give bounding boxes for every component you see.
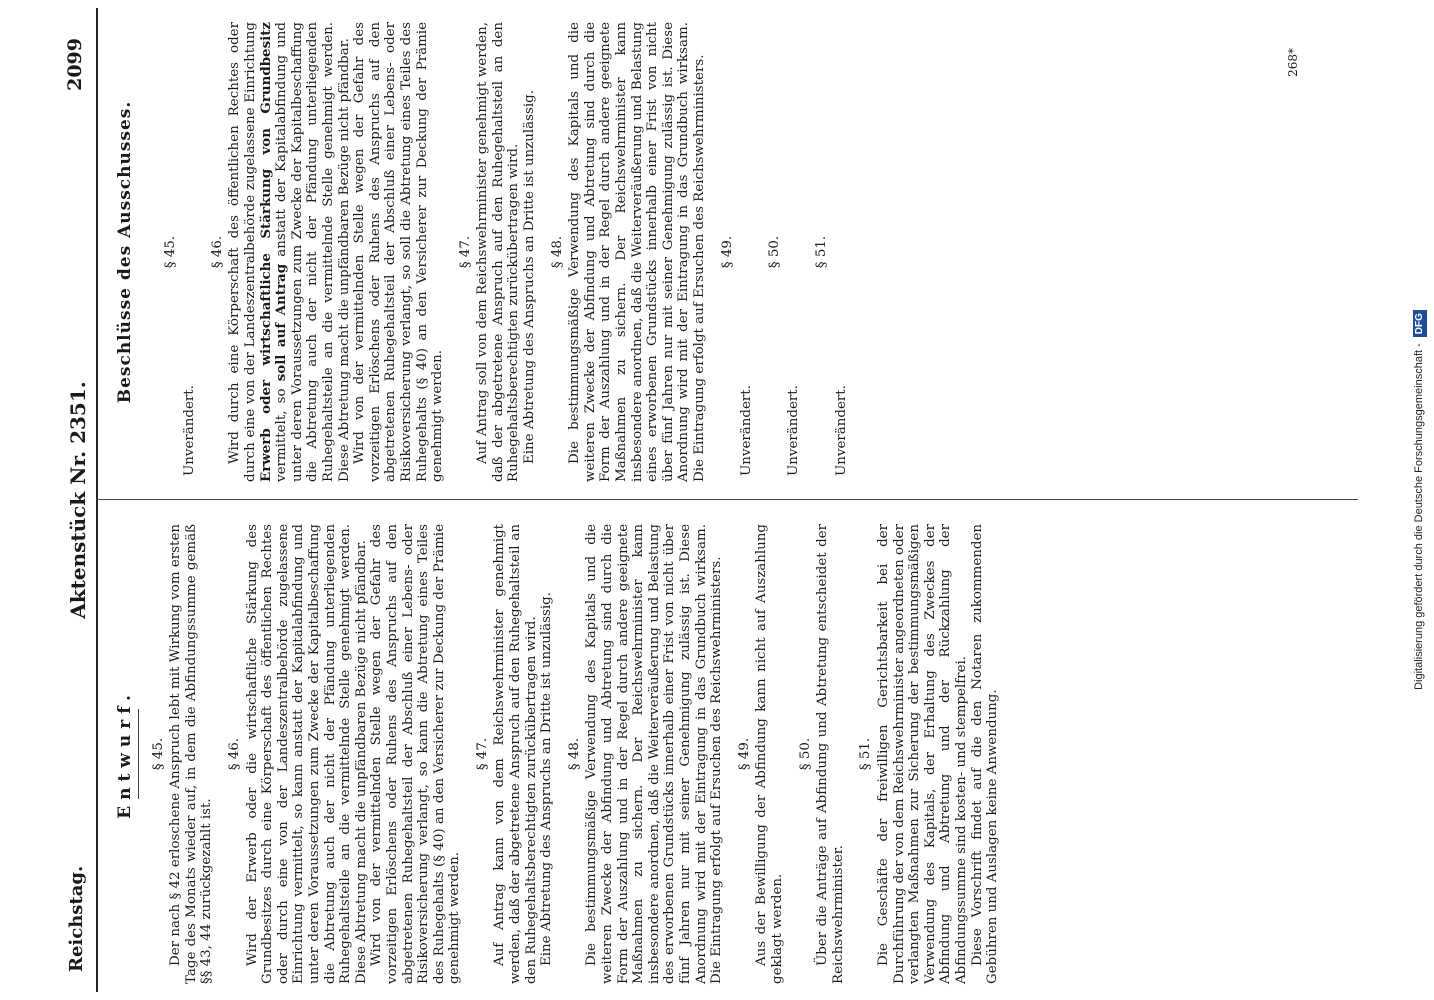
section-text: Wird von der vermittelnden Stelle wegen der Gefahr des vorzeitigen Erlöschens oder Ruhens des Anspruchs auf den abgetretenen Ruhegehaltsteil der Abschluß einer Lebens- oder Risikoversicherung verlangt, so kann die Abtretung eines Teiles des Ruhegehalts (§ 40) an den Versicherer zur Deckung der Prämie genehmigt werden. bbox=[369, 524, 463, 984]
signature-mark: 268* bbox=[1286, 48, 1300, 77]
section-text: Unverändert. bbox=[182, 385, 198, 476]
section-text: Wird von der vermittelnden Stelle wegen der Gefahr des vorzeitigen Erlöschens oder Ruhens des Anspruchs auf den abgetretenen Ruhegehaltsteil der Abschluß einer Lebens- oder Risikoversicherung verlangt, so soll die Abtretung eines Teiles des Ruhegehalts (§ 40) an den Versicherer zur Deckung der Prämie genehmigt werden. bbox=[352, 22, 446, 482]
left-column-title: Entwurf. bbox=[115, 689, 135, 819]
section-text: Über die Anträge auf Abfindung und Abtretung entscheidet der Reichswehrminister. bbox=[815, 524, 846, 984]
dfg-logo: DFG bbox=[1413, 310, 1427, 337]
section-heading: § 49. bbox=[736, 737, 752, 771]
section-text: Diese Vorschrift findet auf die den Notaren zukommenden Gebühren und Auslagen keine Anwendung. bbox=[969, 524, 1001, 984]
section-text: Unverändert. bbox=[786, 385, 802, 476]
section-heading: § 45. bbox=[162, 235, 178, 269]
section-text: Eine Abtretung des Anspruchs an Dritte ist unzulässig. bbox=[539, 592, 555, 966]
section-heading: § 49. bbox=[719, 235, 735, 269]
section-heading: § 46. bbox=[226, 737, 242, 771]
bold-emphasis: soll auf Antrag bbox=[273, 263, 290, 382]
section-text: Unverändert. bbox=[739, 385, 755, 476]
header-title: Aktenstück Nr. 2351. bbox=[66, 381, 90, 619]
header-left: Reichstag. bbox=[66, 865, 87, 972]
section-heading: § 50. bbox=[766, 235, 782, 269]
section-heading: § 51. bbox=[858, 737, 874, 771]
section-heading: § 50. bbox=[797, 737, 813, 771]
section-text: Auf Antrag soll von dem Reichswehrminister genehmigt werden, daß der abgetretene Anspruch auf den Ruhegehaltsteil an den Ruhegehaltsberechtigten zurückübertragen wird. bbox=[475, 22, 522, 482]
section-text: Die Geschäfte der freiwilligen Gerichtsbarkeit bei der Durchführung der von dem Reichswehrminister angeordneten oder verlangten Maßnahmen zur Sicherung der bestimmungsmäßigen Verwendung des Kapitals, der Erhaltung des Zweckes der Abfindung und Abtretung und der Rückzahlung der Abfindungssumme sind kosten- und stempelfrei. bbox=[875, 524, 969, 984]
left-column bbox=[106, 524, 1001, 984]
digitization-label: Digitalisierung gefördert durch die Deutsche Forschungsgemeinschaft - bbox=[1413, 343, 1425, 690]
digitization-note bbox=[1408, 10, 1430, 990]
section-text bbox=[227, 22, 352, 482]
section-heading: § 47. bbox=[474, 737, 490, 771]
digitization-text bbox=[1408, 10, 1430, 990]
section-heading: § 51. bbox=[813, 235, 829, 269]
document-page bbox=[58, 8, 1368, 992]
section-text: Die bestimmungsmäßige Verwendung des Kapitals und die weiteren Zwecke der Abfindung und Abtretung sind durch die Form der Auszahlung und in der Regel durch andere geeignete Maßnahmen zu sichern. Der Reichswehrminister kann insbesondere anordnen, daß die Weiterveräußerung und Belastung eines erworbenen Grundstücks innerhalb einer Frist von nicht über fünf Jahren nur mit seiner Genehmigung zulässig ist. Diese Anordnung wird mit der Eintragung in das Grundbuch wirksam. Die Eintragung erfolgt auf Ersuchen des Reichswehrministers. bbox=[567, 22, 707, 482]
right-column-title: Beschlüsse des Ausschusses. bbox=[115, 100, 135, 404]
section-heading: § 48. bbox=[566, 737, 582, 771]
section-heading: § 45. bbox=[150, 737, 166, 771]
right-column bbox=[106, 22, 853, 482]
section-text-part: Wird durch eine Körperschaft des öffentlichen Rechtes oder durch eine von der Landeszentralbehörde zugelassene Einrichtung bbox=[227, 22, 258, 482]
section-text-part: vermittelt, so bbox=[274, 388, 290, 482]
section-heading: § 47. bbox=[457, 235, 473, 269]
title-rule bbox=[138, 709, 139, 799]
section-text: Wird der Erwerb oder die wirtschaftliche Stärkung des Grundbesitzes durch eine Körperschaft des öffentlichen Rechtes oder durch eine von der Landeszentralbehörde zugelassene Einrichtung vermittelt, so kann anstatt der Kapitalabfindung und unter deren Voraussetzungen zum Zwecke der Kapitalbeschaffung die Abtretung auch der nicht der Pfändung unterliegenden Ruhegehaltsteile an die vermittelnde Stelle genehmigt werden. Diese Abtretung macht die unpfändbaren Bezüge nicht pfändbar. bbox=[244, 524, 369, 984]
section-heading: § 48. bbox=[549, 235, 565, 269]
section-text: Auf Antrag kann von dem Reichswehrminister genehmigt werden, daß der abgetretene Anspruch auf den Ruhegehaltsteil an den Ruhegehaltsberechtigten zurückübertragen wird. bbox=[492, 524, 539, 984]
page-number: 2099 bbox=[64, 38, 86, 91]
section-text-part: anstatt der Kapitalabfindung und unter deren Voraussetzungen zum Zwecke der Kapitalbeschaffung die Abtretung auch der nicht der Pfändung unterliegenden Ruhegehaltsteile an die vermittelnde Stelle genehmigt werden. Diese Abtretung macht die unpfändbaren Bezüge nicht pfändbar. bbox=[274, 22, 352, 482]
page-header bbox=[64, 8, 104, 992]
section-text: Aus der Bewilligung der Abfindung kann nicht auf Auszahlung geklagt werden. bbox=[754, 524, 785, 984]
section-text: Die bestimmungsmäßige Verwendung des Kapitals und die weiteren Zwecke der Abfindung und Abtretung sind durch die Form der Auszahlung und in der Regel durch andere geeignete Maßnahmen zu sichern. Der Reichswehrminister kann insbesondere anordnen, daß die Weiterveräußerung und Belastung des erworbenen Grundstücks innerhalb einer Frist von nicht über fünf Jahren nur mit seiner Genehmigung zulässig ist. Diese Anordnung wird mit der Eintragung in das Grundbuch wirksam. Die Eintragung erfolgt auf Ersuchen des Reichswehrministers. bbox=[584, 524, 725, 984]
column-divider bbox=[96, 499, 1358, 500]
section-text: Unverändert. bbox=[833, 385, 849, 476]
bold-emphasis: Erwerb oder wirtschaftliche Stärkung von Grundbesitz bbox=[257, 22, 274, 482]
section-heading: § 46. bbox=[209, 235, 225, 269]
header-rule bbox=[96, 8, 98, 992]
section-text: Eine Abtretung des Anspruchs an Dritte ist unzulässig. bbox=[522, 90, 538, 464]
section-text: Der nach § 42 erloschene Anspruch lebt mit Wirkung vom ersten Tage des Monats wieder auf, in dem die Abfindungssumme gemäß §§ 43, 44 zurückgezahlt ist. bbox=[168, 524, 215, 984]
